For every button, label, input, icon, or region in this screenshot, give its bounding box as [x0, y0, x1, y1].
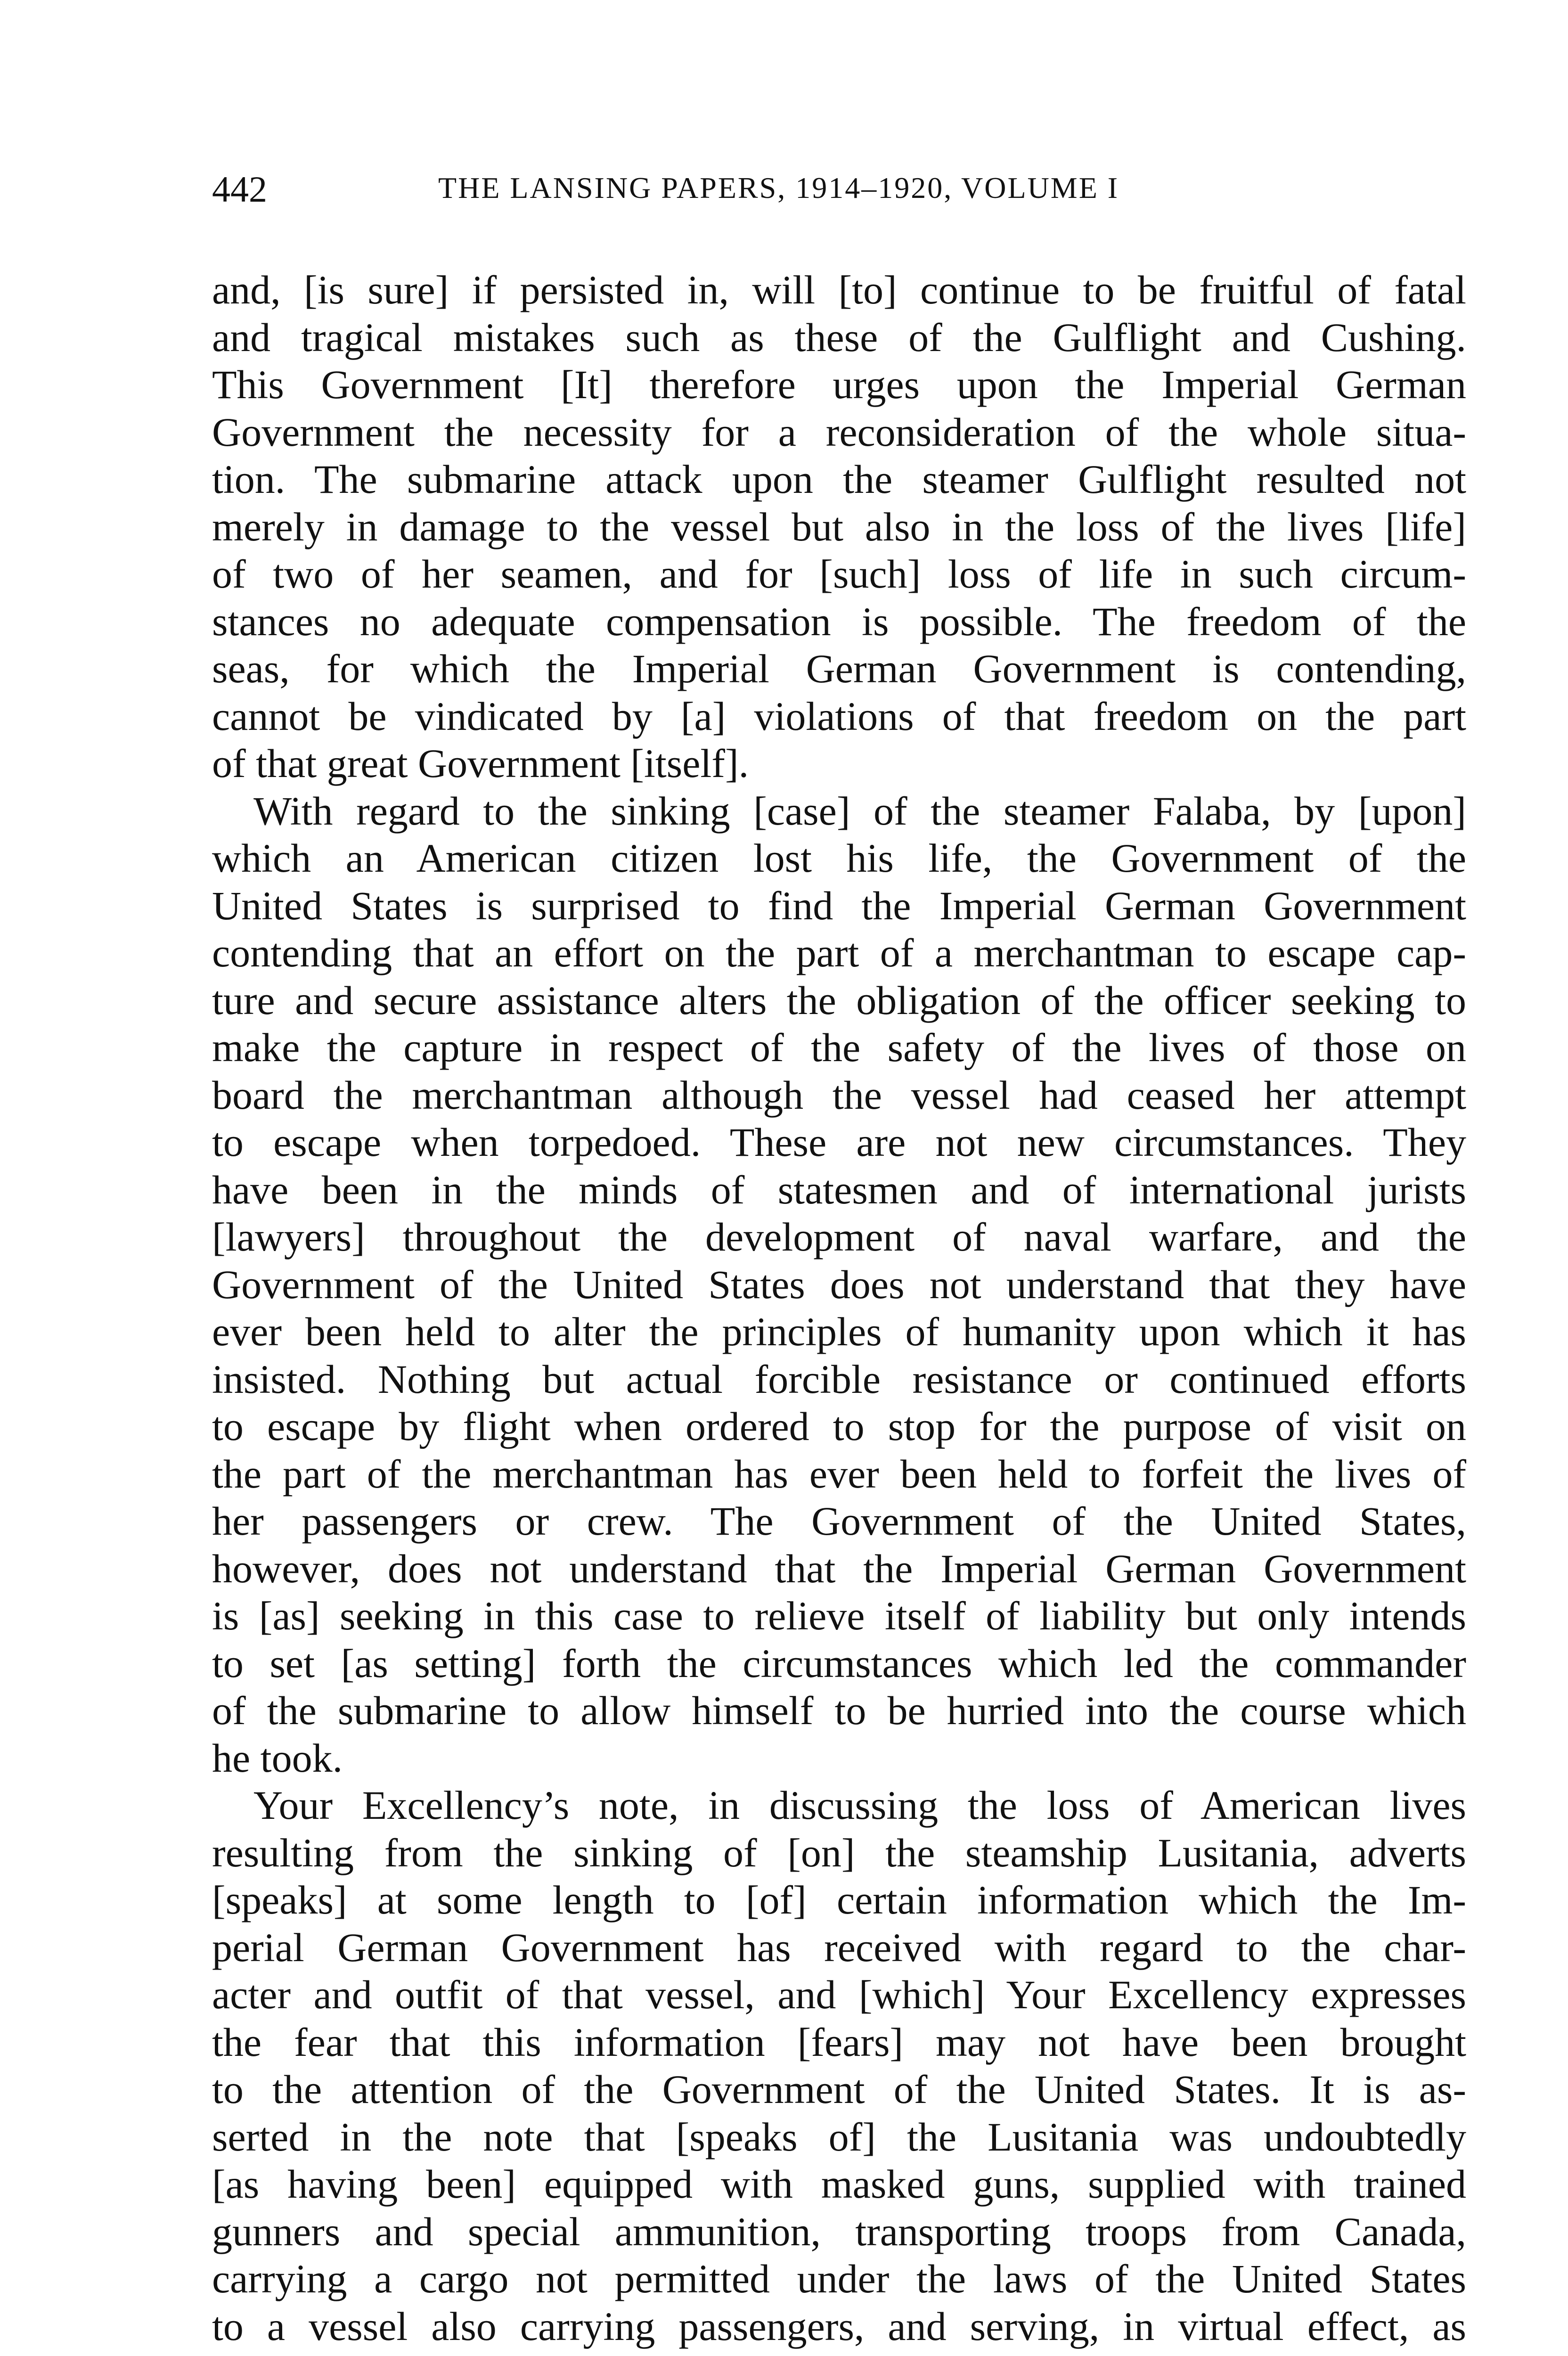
- body-text: [212, 266, 1466, 2350]
- text-line: of that great Government [itself].: [212, 741, 749, 786]
- paragraph: [212, 266, 1466, 787]
- text-line: is [as] seeking in this case to relieve itself of liability but only intends: [212, 1593, 1466, 1638]
- text-line: her passengers or crew. The Government of the United States,: [212, 1498, 1466, 1544]
- text-line: [as having been] equipped with masked guns, supplied with trained: [212, 2161, 1466, 2207]
- running-title: THE LANSING PAPERS, 1914–1920, VOLUME I: [438, 171, 1119, 205]
- text-line: serted in the note that [speaks of] the Lusitania was undoubtedly: [212, 2114, 1466, 2160]
- text-line: acter and outfit of that vessel, and [which] Your Excellency expresses: [212, 1972, 1466, 2017]
- page-header: [212, 163, 1466, 212]
- text-line: United States is surprised to find the Imperial German Government: [212, 883, 1466, 928]
- text-line: ever been held to alter the principles of humanity upon which it has: [212, 1309, 1466, 1354]
- text-line: which an American citizen lost his life, the Government of the: [212, 835, 1466, 881]
- text-line: cannot be vindicated by [a] violations of that freedom on the part: [212, 693, 1466, 739]
- text-line: Government the necessity for a reconsideration of the whole situa-: [212, 409, 1466, 455]
- text-line: the part of the merchantman has ever been held to forfeit the lives of: [212, 1451, 1466, 1497]
- text-line: and, [is sure] if persisted in, will [to] continue to be fruitful of fatal: [212, 267, 1466, 312]
- text-line: board the merchantman although the vessel had ceased her attempt: [212, 1072, 1466, 1118]
- page-number: 442: [212, 169, 267, 210]
- text-line: carrying a cargo not permitted under the laws of the United States: [212, 2256, 1466, 2301]
- text-line: stances no adequate compensation is possible. The freedom of the: [212, 598, 1466, 644]
- paragraph: [212, 787, 1466, 1782]
- text-line: of two of her seamen, and for [such] loss of life in such circum-: [212, 551, 1466, 597]
- text-line: the fear that this information [fears] may not have been brought: [212, 2019, 1466, 2065]
- text-line: to escape by flight when ordered to stop for the purpose of visit on: [212, 1404, 1466, 1449]
- text-line: tion. The submarine attack upon the steamer Gulflight resulted not: [212, 457, 1466, 502]
- text-line: of the submarine to allow himself to be hurried into the course which: [212, 1688, 1466, 1733]
- text-line: This Government [It] therefore urges upon the Imperial German: [212, 362, 1466, 407]
- text-line: resulting from the sinking of [on] the steamship Lusitania, adverts: [212, 1830, 1466, 1875]
- text-line: contending that an effort on the part of a merchantman to escape cap-: [212, 930, 1466, 975]
- text-line: to the attention of the Government of the United States. It is as-: [212, 2067, 1466, 2112]
- text-line: he took.: [212, 1735, 343, 1781]
- text-line: [speaks] at some length to [of] certain information which the Im-: [212, 1877, 1466, 1922]
- text-line: and tragical mistakes such as these of the Gulflight and Cushing.: [212, 314, 1466, 360]
- text-line: seas, for which the Imperial German Government is contending,: [212, 646, 1466, 691]
- text-line: [lawyers] throughout the development of naval warfare, and the: [212, 1214, 1466, 1260]
- text-line: ture and secure assistance alters the obligation of the officer seeking to: [212, 977, 1466, 1023]
- text-line: gunners and special ammunition, transporting troops from Canada,: [212, 2209, 1466, 2254]
- text-line: however, does not understand that the Imperial German Government: [212, 1546, 1466, 1591]
- text-line: Government of the United States does not understand that they have: [212, 1261, 1466, 1307]
- text-line: make the capture in respect of the safety of the lives of those on: [212, 1025, 1466, 1070]
- text-line: insisted. Nothing but actual forcible resistance or continued efforts: [212, 1356, 1466, 1402]
- text-line: to set [as setting] forth the circumstances which led the commander: [212, 1640, 1466, 1686]
- paragraph: [212, 1782, 1466, 2350]
- text-line: have been in the minds of statesmen and of international jurists: [212, 1167, 1466, 1212]
- text-line: perial German Government has received with regard to the char-: [212, 1924, 1466, 1970]
- text-line: With regard to the sinking [case] of the steamer Falaba, by [upon]: [253, 788, 1466, 834]
- text-line: Your Excellency’s note, in discussing the loss of American lives: [253, 1783, 1466, 1828]
- text-line: to a vessel also carrying passengers, and serving, in virtual effect, as: [212, 2303, 1466, 2349]
- text-line: merely in damage to the vessel but also in the loss of the lives [life]: [212, 504, 1466, 549]
- text-line: to escape when torpedoed. These are not new circumstances. They: [212, 1120, 1466, 1165]
